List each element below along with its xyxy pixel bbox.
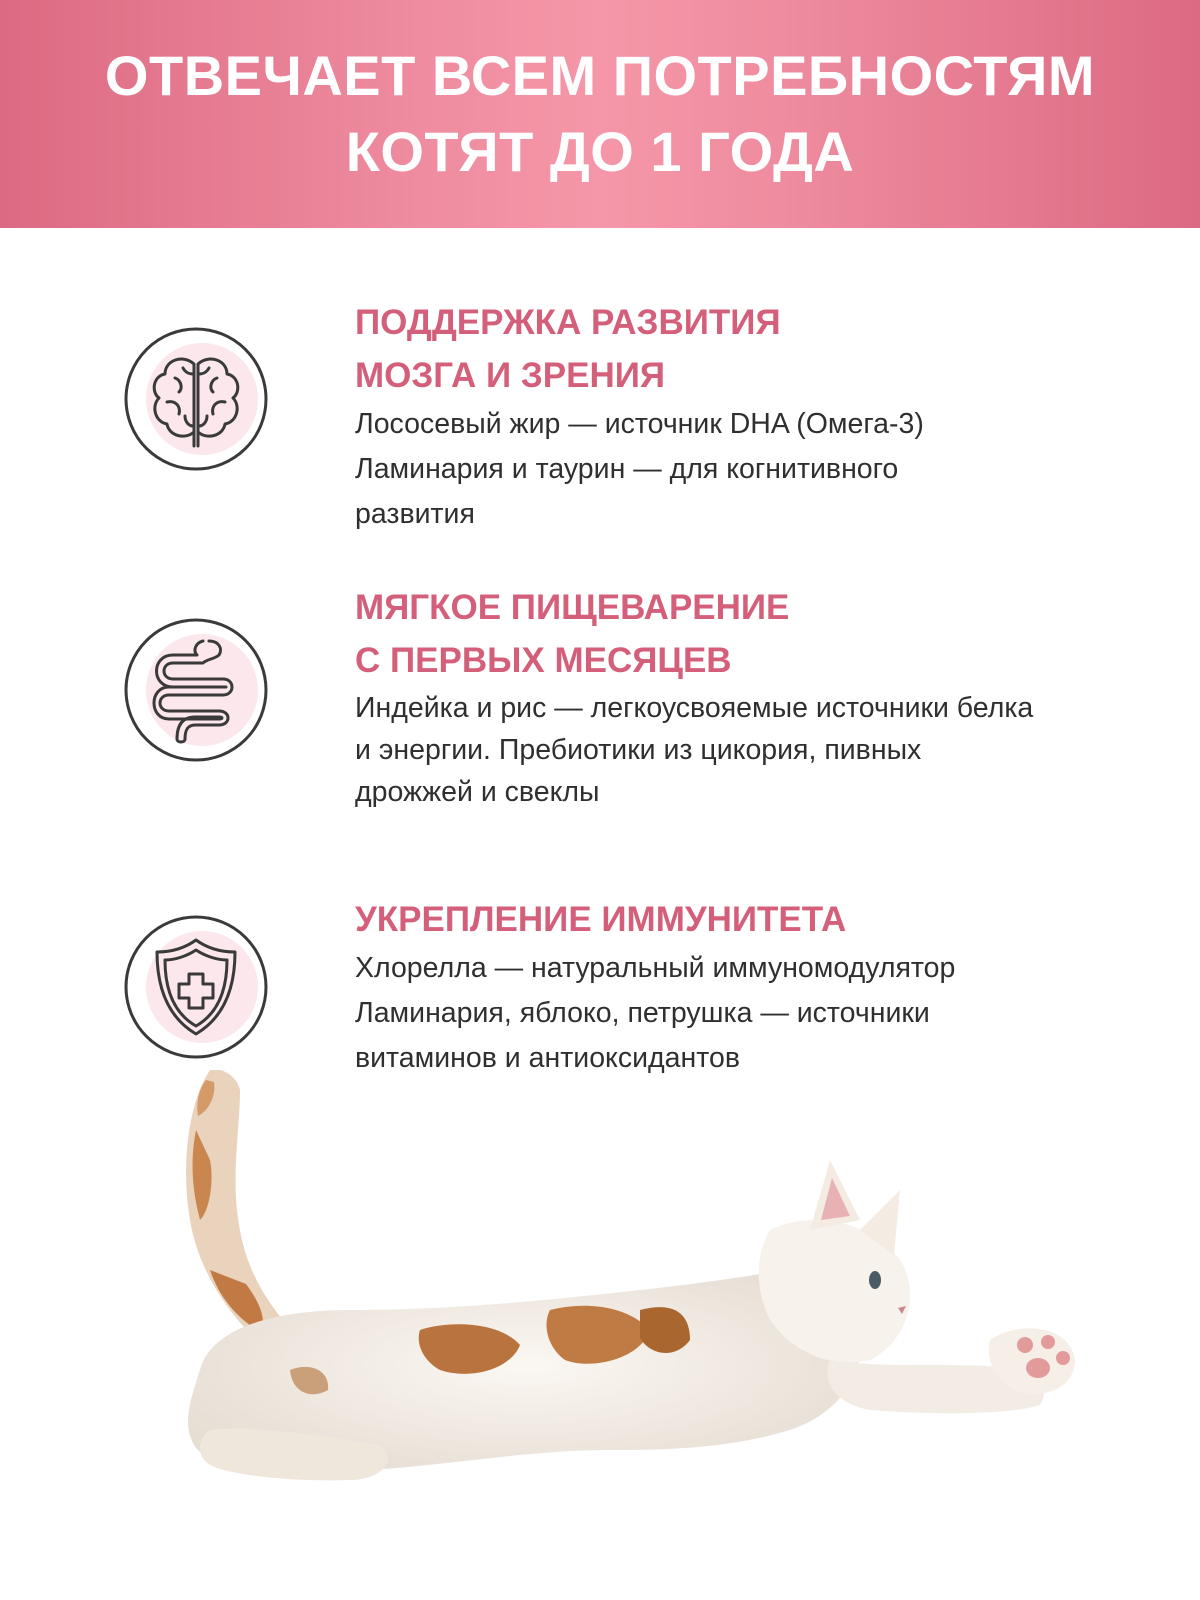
feature-desc-line: дрожжей и свеклы — [355, 776, 600, 808]
feature-desc-line: витаминов и антиоксидантов — [355, 1042, 740, 1074]
shield-cross-icon — [123, 914, 269, 1060]
feature-title-line: МЯГКОЕ ПИЩЕВАРЕНИЕ — [355, 588, 790, 627]
feature-desc-line: Ламинария, яблоко, петрушка — источники — [355, 997, 930, 1029]
feature-desc-line: развития — [355, 498, 475, 530]
banner-title-line-2: КОТЯТ ДО 1 ГОДА — [345, 120, 855, 183]
feature-desc-line: Хлорелла — натуральный иммуномодулятор — [355, 952, 956, 984]
feature-desc-line: и энергии. Пребиотики из цикория, пивных — [355, 734, 922, 766]
intestine-icon — [123, 617, 269, 763]
banner-title-line-1: ОТВЕЧАЕТ ВСЕМ ПОТРЕБНОСТЯМ — [104, 44, 1096, 107]
header-banner — [0, 0, 1200, 228]
kitten-image — [170, 1070, 1110, 1540]
feature-desc-line: Ламинария и таурин — для когнитивного — [355, 453, 899, 485]
feature-title-line: С ПЕРВЫХ МЕСЯЦЕВ — [355, 641, 732, 680]
feature-text — [355, 581, 1135, 813]
feature-desc-line: Лососевый жир — источник DHA (Омега-3) — [355, 408, 924, 440]
feature-text — [355, 893, 1135, 1081]
feature-title-line: МОЗГА И ЗРЕНИЯ — [355, 356, 666, 395]
feature-title-line: ПОДДЕРЖКА РАЗВИТИЯ — [355, 303, 781, 342]
brain-icon — [123, 326, 269, 472]
feature-desc-line: Индейка и рис — легкоусвояемые источники белка — [355, 692, 1034, 724]
feature-title-line: УКРЕПЛЕНИЕ ИММУНИТЕТА — [355, 900, 847, 939]
feature-text — [355, 296, 1135, 537]
